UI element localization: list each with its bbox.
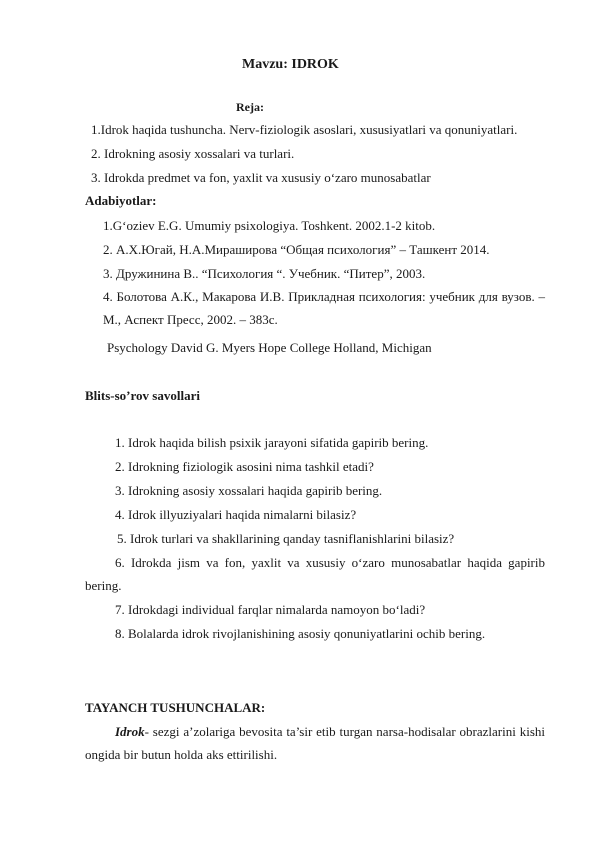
literature-item: 3. Дружинина В.. “Психология “. Учебник. “Питер”, 2003.: [103, 266, 426, 281]
literature-item: Psychology David G. Myers Hope College Holland, Michigan: [107, 340, 432, 355]
question-item: 3. Idrokning asosiy xossalari haqida gapirib bering.: [115, 483, 383, 498]
plan-item: 3. Idrokda predmet va fon, yaxlit va xususiy o‘zaro munosabatlar: [91, 170, 431, 185]
question-item: 1. Idrok haqida bilish psixik jarayoni sifatida gapirib bering.: [115, 435, 429, 450]
definition-text: - sezgi a’zolariga bevosita ta’sir etib turgan narsa-hodisalar obrazlarini kishi ongida bir butun holda aks ettirilishi.: [85, 724, 545, 762]
plan-item: 2. Idrokning asosiy xossalari va turlari.: [91, 146, 295, 161]
question-item: 5. Idrok turlari va shakllarining qanday tasniflanishlarini bilasiz?: [117, 531, 455, 546]
literature-item: 4. Болотова А.К., Макарова И.В. Прикладная психология: учебник для вузов. –М., Аспект Пресс, 2002. – 383с.: [103, 289, 545, 327]
literature-item: 1.G‘oziev E.G. Umumiy psixologiya. Toshkent. 2002.1-2 kitob.: [103, 218, 436, 233]
blitz-heading: Blits-so’rov savollari: [85, 388, 200, 403]
plan-item: 1.Idrok haqida tushuncha. Nerv-fiziologik asoslari, xususiyatlari va qonuniyatlari.: [91, 122, 518, 137]
definition-term: Idrok: [115, 724, 145, 739]
definition-paragraph: [85, 720, 545, 766]
literature-heading: Adabiyotlar:: [85, 193, 157, 208]
question-item: 4. Idrok illyuziyalari haqida nimalarni bilasiz?: [115, 507, 357, 522]
question-item: 2. Idrokning fiziologik asosini nima tashkil etadi?: [115, 459, 374, 474]
literature-item: 2. А.Х.Югай, Н.А.Мирашировa “Общая психология” – Ташкент 2014.: [103, 242, 490, 257]
page-title: Mavzu: IDROK: [242, 57, 339, 72]
question-item: 6. Idrokda jism va fon, yaxlit va xususiy o‘zaro munosabatlar haqida gapirib bering.: [85, 555, 545, 593]
question-item: 8. Bolalarda idrok rivojlanishining asosiy qonuniyatlarini ochib bering.: [115, 626, 486, 641]
key-concepts-heading: TAYANCH TUSHUNCHALAR:: [85, 700, 266, 715]
plan-heading: Reja:: [236, 100, 264, 114]
question-item: 7. Idrokdagi individual farqlar nimalarda namoyon bo‘ladi?: [115, 602, 426, 617]
